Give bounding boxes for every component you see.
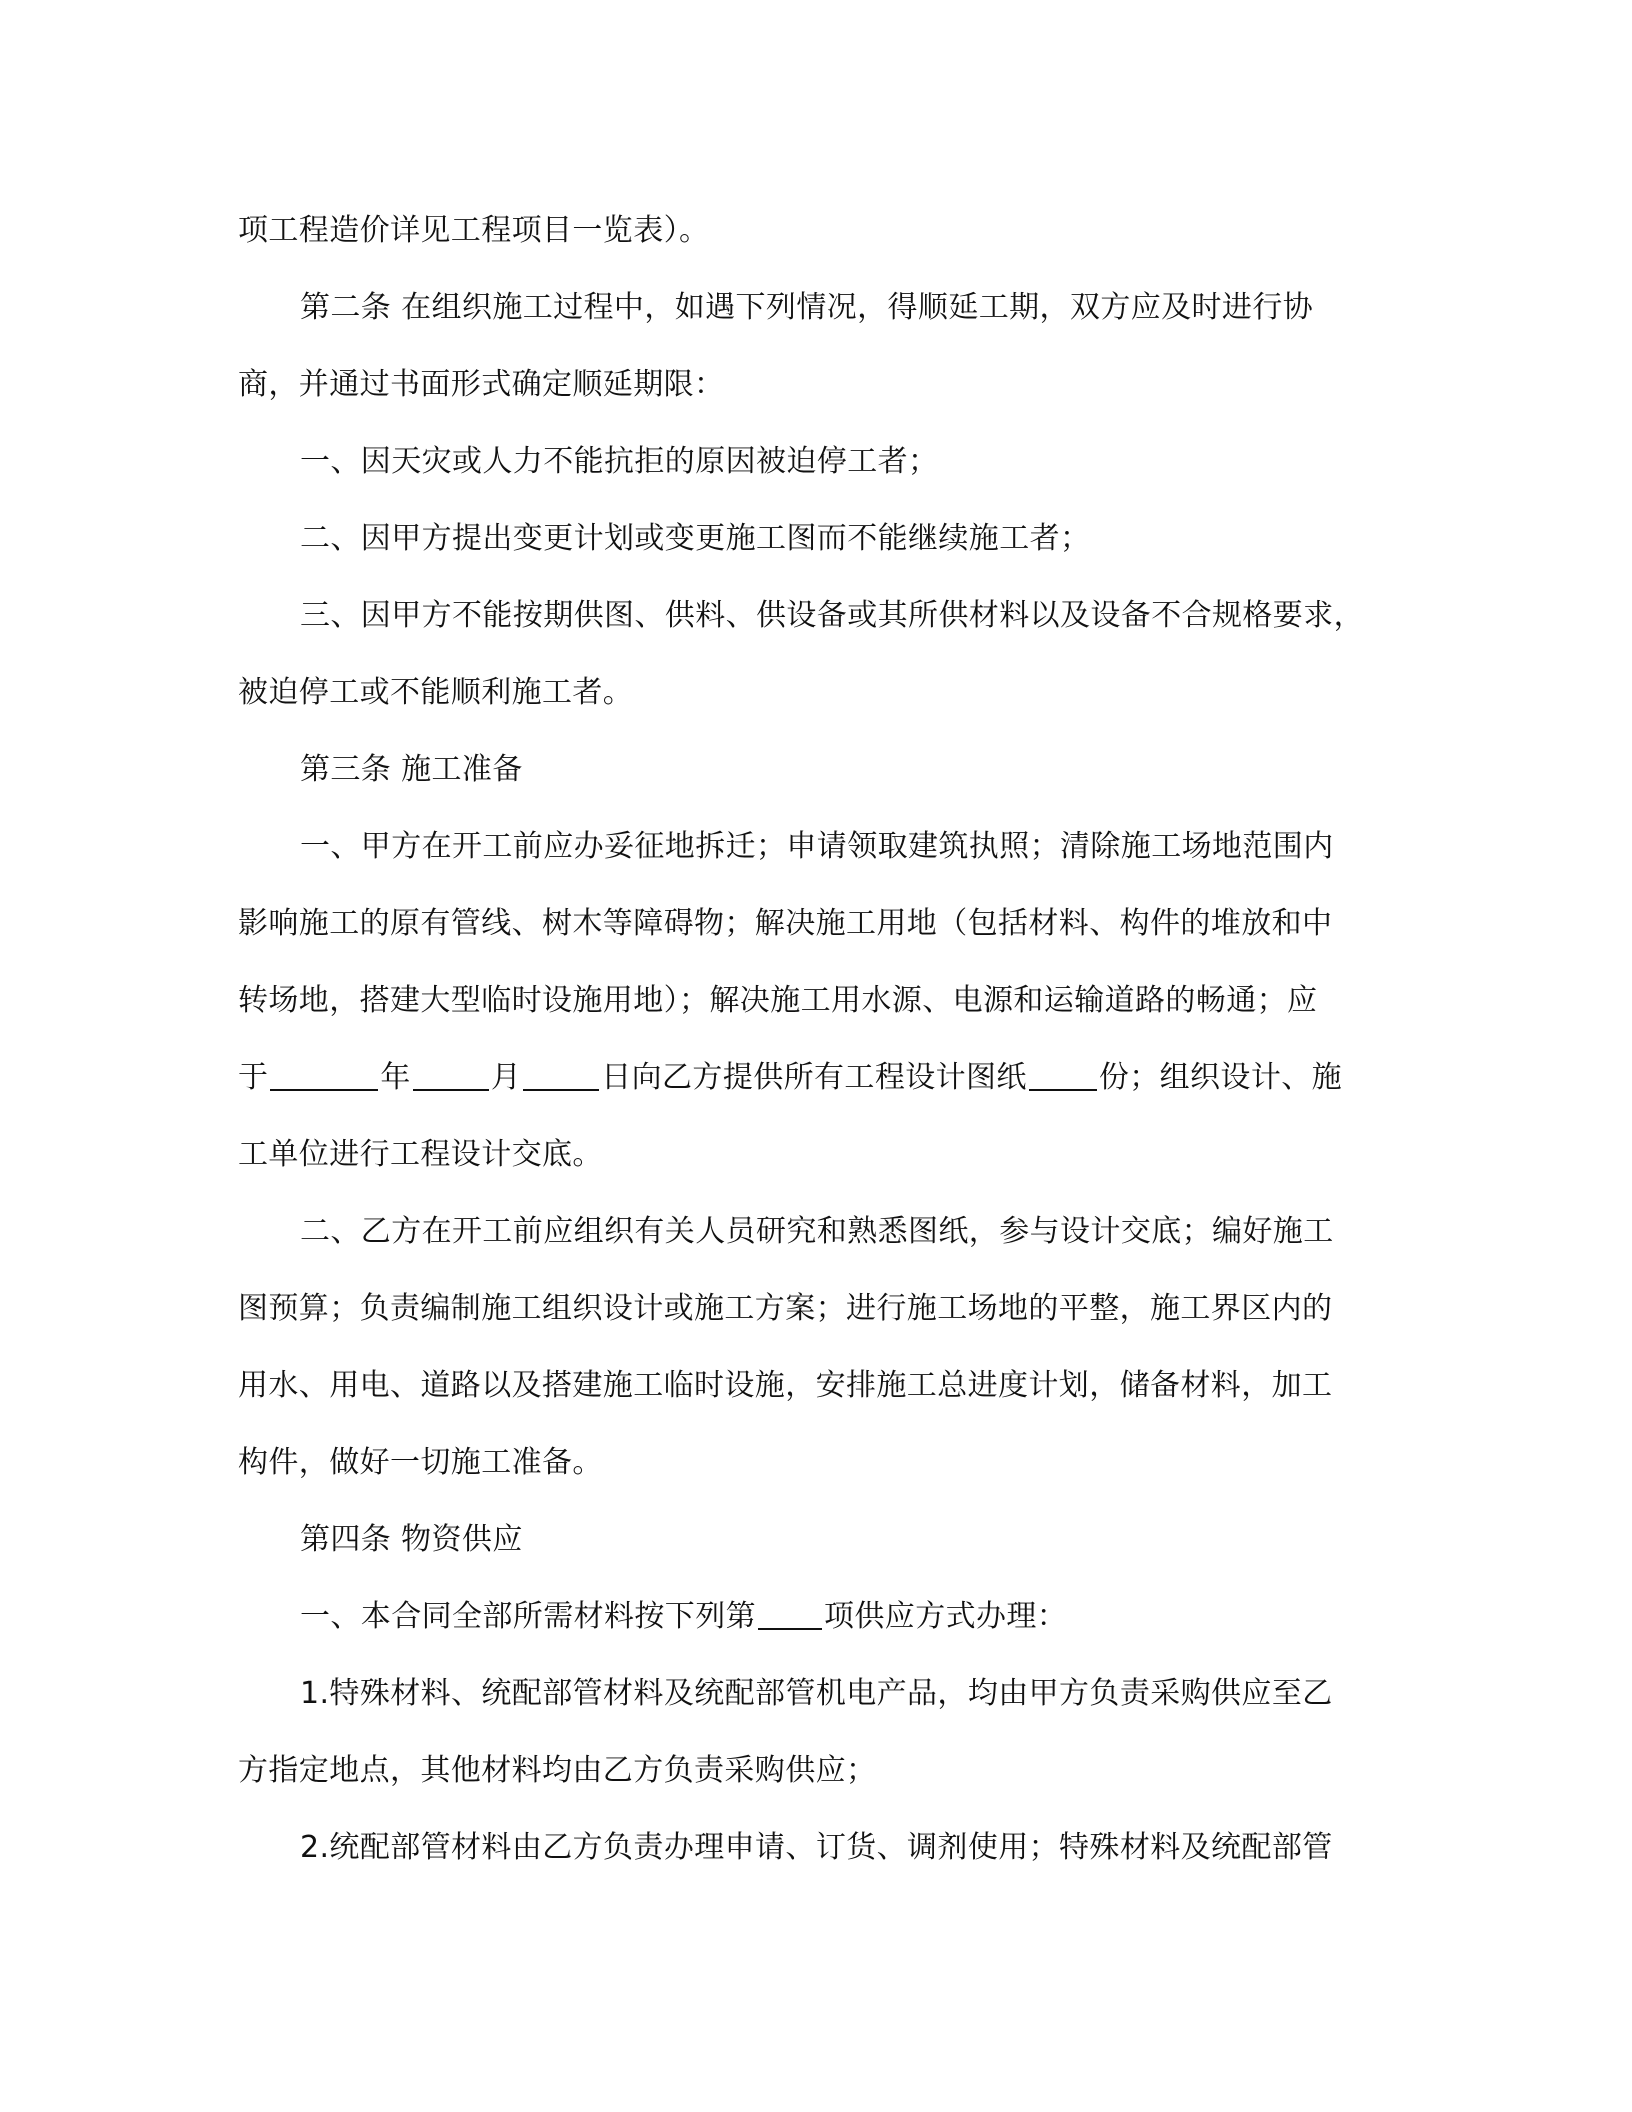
text-fragment: 项供应方式办理： [824, 1599, 1068, 1634]
copies-blank [1029, 1059, 1097, 1091]
text-fragment: 日向乙方提供所有工程设计图纸 [601, 1060, 1027, 1095]
text-line: 构件，做好一切施工准备。 [238, 1445, 603, 1480]
clause-item: 二、乙方在开工前应组织有关人员研究和熟悉图纸，参与设计交底；编好施工 [300, 1214, 1334, 1249]
article-4-heading: 第四条 物资供应 [300, 1522, 523, 1557]
day-blank [523, 1059, 599, 1091]
text-line: 项工程造价详见工程项目一览表）。 [238, 213, 710, 248]
option-fill-line [238, 1578, 1388, 1655]
text-line: 工单位进行工程设计交底。 [238, 1137, 603, 1172]
text-line: 商，并通过书面形式确定顺延期限： [238, 367, 725, 402]
text-line: 图预算；负责编制施工组织设计或施工方案；进行施工场地的平整，施工界区内的 [238, 1291, 1333, 1326]
text-fragment: 月 [490, 1060, 522, 1095]
text-line: 被迫停工或不能顺利施工者。 [238, 675, 634, 710]
article-2-heading: 第二条 在组织施工过程中，如遇下列情况，得顺延工期，双方应及时进行协 [300, 290, 1314, 325]
month-blank [413, 1059, 489, 1091]
article-3-heading: 第三条 施工准备 [300, 752, 523, 787]
clause-item: 三、因甲方不能按期供图、供料、供设备或其所供材料以及设备不合规格要求， [300, 598, 1364, 633]
clause-item: 一、甲方在开工前应办妥征地拆迁；申请领取建筑执照；清除施工场地范围内 [300, 829, 1334, 864]
text-fragment: 于 [238, 1060, 269, 1095]
text-fragment: 年 [380, 1060, 411, 1095]
text-fragment: 份；组织设计、施 [1098, 1060, 1343, 1095]
text-line: 转场地，搭建大型临时设施用地）；解决施工用水源、电源和运输道路的畅通；应 [238, 983, 1318, 1018]
date-fill-line [238, 1039, 1388, 1116]
text-line: 方指定地点，其他材料均由乙方负责采购供应； [238, 1753, 877, 1788]
contract-body [238, 192, 1388, 1886]
year-blank [270, 1059, 378, 1091]
text-line: 影响施工的原有管线、树木等障碍物；解决施工用地（包括材料、构件的堆放和中 [238, 906, 1333, 941]
clause-item: 二、因甲方提出变更计划或变更施工图而不能继续施工者； [300, 521, 1091, 556]
clause-item: 2.统配部管材料由乙方负责办理申请、订货、调剂使用；特殊材料及统配部管 [300, 1830, 1333, 1865]
text-line: 用水、用电、道路以及搭建施工临时设施，安排施工总进度计划，储备材料，加工 [238, 1368, 1333, 1403]
clause-item: 1.特殊材料、统配部管材料及统配部管机电产品，均由甲方负责采购供应至乙 [300, 1676, 1333, 1711]
clause-item: 一、因天灾或人力不能抗拒的原因被迫停工者； [300, 444, 939, 479]
text-fragment: 一、本合同全部所需材料按下列第 [300, 1599, 756, 1634]
option-blank [758, 1598, 822, 1630]
